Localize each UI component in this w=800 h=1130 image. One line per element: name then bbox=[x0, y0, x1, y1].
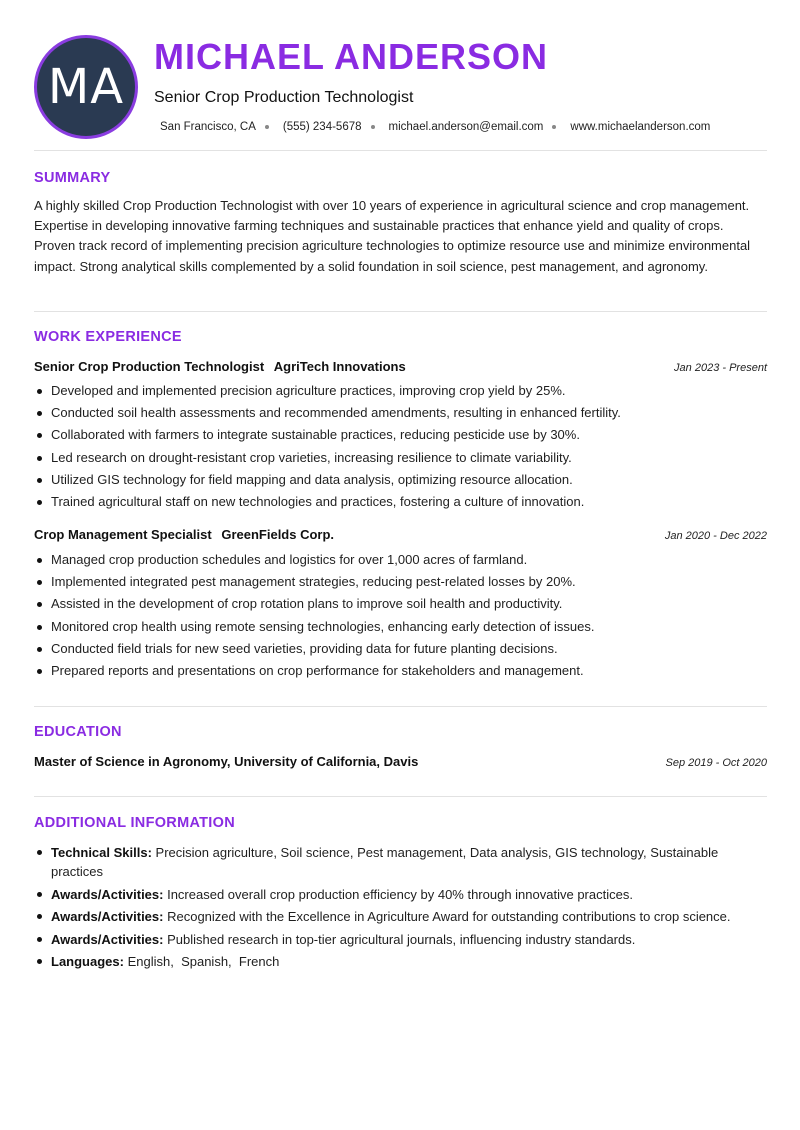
list-item: Conducted field trials for new seed varieties, providing data for future planting decisions. bbox=[34, 640, 767, 662]
job-bullets bbox=[34, 382, 767, 515]
item-text: Increased overall crop production efficiency by 40% through innovative practices. bbox=[167, 886, 633, 902]
item-label: Awards/Activities: bbox=[51, 909, 164, 925]
separator-dot-icon bbox=[552, 125, 556, 129]
contact-email[interactable]: michael.anderson@email.com bbox=[388, 121, 544, 133]
list-item: Assisted in the development of crop rotation plans to improve soil health and productivity. bbox=[34, 595, 767, 617]
list-item: Managed crop production schedules and logistics for over 1,000 acres of farmland. bbox=[34, 551, 767, 573]
item-label: Technical Skills: bbox=[51, 845, 152, 860]
list-item bbox=[34, 843, 767, 881]
list-item: Led research on drought-resistant crop varieties, increasing resilience to climate variability. bbox=[34, 449, 767, 471]
item-text: English, Spanish, French bbox=[127, 954, 280, 970]
list-item bbox=[34, 907, 767, 926]
job-company: AgriTech Innovations bbox=[273, 359, 406, 374]
candidate-name: MICHAEL ANDERSON bbox=[154, 36, 549, 77]
list-item bbox=[34, 952, 767, 971]
education-degree: Master of Science in Agronomy, University of California, Davis bbox=[34, 754, 419, 769]
item-label: Languages: bbox=[51, 954, 124, 970]
section-divider bbox=[34, 311, 767, 312]
work-experience-heading: WORK EXPERIENCE bbox=[34, 329, 182, 345]
list-item: Utilized GIS technology for field mapping and data analysis, optimizing resource allocation. bbox=[34, 471, 767, 493]
job-role: Crop Management Specialist bbox=[34, 527, 212, 542]
job-company: GreenFields Corp. bbox=[221, 527, 335, 542]
list-item: Developed and implemented precision agriculture practices, improving crop yield by 25%. bbox=[34, 382, 767, 404]
contact-website[interactable]: www.michaelanderson.com bbox=[570, 121, 711, 133]
job-role: Senior Crop Production Technologist bbox=[34, 359, 265, 374]
section-divider bbox=[34, 150, 767, 151]
contact-line bbox=[160, 121, 710, 133]
item-label: Awards/Activities: bbox=[51, 931, 164, 947]
education-dates: Sep 2019 - Oct 2020 bbox=[665, 757, 767, 769]
item-text: Published research in top-tier agricultural journals, influencing industry standards. bbox=[167, 931, 636, 947]
section-divider bbox=[34, 796, 767, 797]
job-bullets bbox=[34, 551, 767, 684]
job-dates: Jan 2023 - Present bbox=[674, 362, 767, 374]
list-item: Monitored crop health using remote sensing technologies, enhancing early detection of issues. bbox=[34, 618, 767, 640]
additional-information-heading: ADDITIONAL INFORMATION bbox=[34, 815, 235, 831]
contact-phone: (555) 234-5678 bbox=[282, 121, 362, 133]
education-heading: EDUCATION bbox=[34, 724, 122, 740]
summary-heading: SUMMARY bbox=[34, 170, 111, 186]
list-item bbox=[34, 885, 767, 904]
avatar bbox=[34, 35, 138, 139]
item-text: Precision agriculture, Soil science, Pest management, Data analysis, GIS technology, Sustainable practices bbox=[51, 845, 719, 879]
item-text: Recognized with the Excellence in Agriculture Award for outstanding contributions to crop science. bbox=[167, 909, 731, 925]
separator-dot-icon bbox=[371, 125, 375, 129]
job-header bbox=[34, 527, 767, 542]
separator-dot-icon bbox=[265, 125, 269, 129]
item-label: Awards/Activities: bbox=[51, 886, 164, 902]
list-item: Prepared reports and presentations on crop performance for stakeholders and management. bbox=[34, 662, 767, 684]
additional-list bbox=[34, 843, 767, 975]
list-item: Conducted soil health assessments and recommended amendments, resulting in enhanced fertility. bbox=[34, 404, 767, 426]
candidate-title: Senior Crop Production Technologist bbox=[154, 89, 414, 106]
list-item: Trained agricultural staff on new technologies and practices, fostering a culture of innovation. bbox=[34, 493, 767, 515]
list-item bbox=[34, 930, 767, 949]
section-divider bbox=[34, 706, 767, 707]
job-dates: Jan 2020 - Dec 2022 bbox=[664, 530, 767, 542]
summary-text: A highly skilled Crop Production Technologist with over 10 years of experience in agricultural science and crop management. Expertise in developing innovative farming techniques and sustainable practices that enhance yield and quality of crops. Proven track record of implementing precision agriculture technologies to optimize resource use and minimize environmental impact. Strong analytical skills complemented by a solid foundation in soil science, pest management, and agronomy. bbox=[34, 198, 751, 274]
avatar-initials: MA bbox=[47, 59, 125, 115]
list-item: Collaborated with farmers to integrate sustainable practices, reducing pesticide use by 30%. bbox=[34, 426, 767, 448]
list-item: Implemented integrated pest management strategies, reducing pest-related losses by 20%. bbox=[34, 573, 767, 595]
contact-location: San Francisco, CA bbox=[160, 121, 256, 133]
job-header bbox=[34, 359, 767, 374]
resume-header bbox=[0, 0, 800, 150]
education-entry bbox=[34, 754, 767, 769]
